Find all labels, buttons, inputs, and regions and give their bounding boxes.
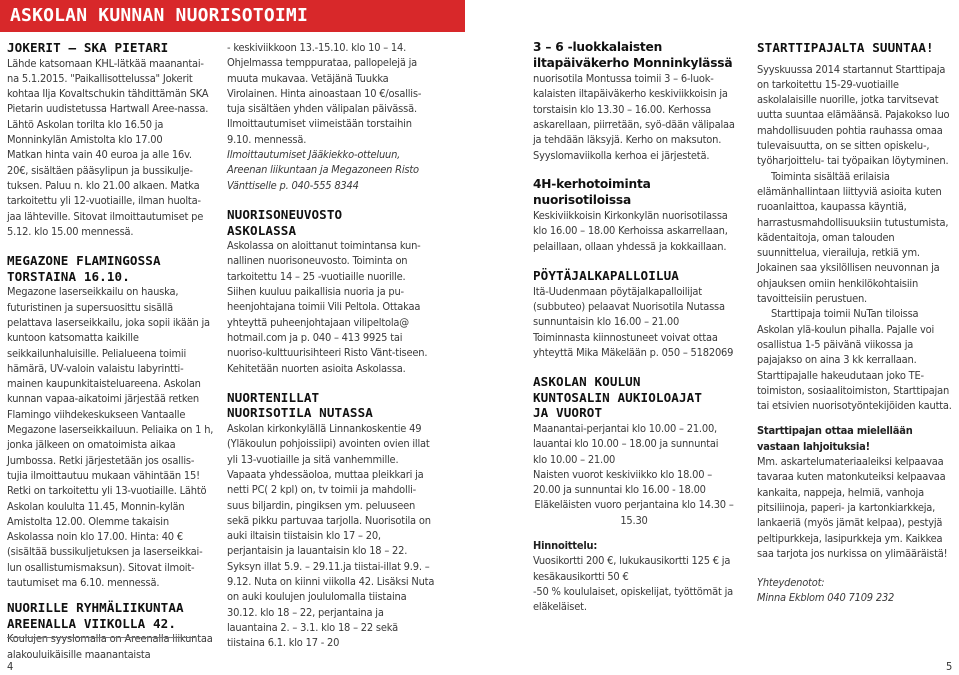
paragraph-ryhmaliikunta-cont: - keskiviikkoon 13.-15.10. klo 10 – 14. Ohjelmassa temppurataa, pallopelejä ja muuta mukavaa. Vetäjänä Tuukka Virolainen. Hinta ainoastaan 10 €/osallis-tuja sisältäen yhden välipalan päivässä. Ilmoittautumiset viimeistään torstaihin 9.10. mennessä. [227,41,422,146]
paragraph-lahjoitukset: Mm. askartelumateriaaleiksi kelpaavaa tavaraa kuten matonkuteiksi kelpaavaa kankaita, nappeja, helmiä, vanhoja pitsiliinoja, paperi- ja kartonkiarkkeja, lankaeriä (myös jämät kelpaa), pestyjä peltipurkkeja, lasipurkkeja ym. Kaikkea saa tarjota jos nurkissa on ylimääräistä! [757,455,948,560]
paragraph-nuortenillat: Askolan kirkonkylällä Linnankoskentie 49 (Yläkoulun pohjoissiipi) avointen ovien illat yli 13-vuotiaille ja sitä vanhemmille. Vapaata yhdessäoloa, muttaa pleikkari ja netti PC( 2 kpl) on, tv toimii ja mahdolli-suus biljardin, pingiksen ym. peluuseen sekä pikku partuvaa tarjolla. Nuorisotila on auki iltaisin tiistaisin klo 17 – 20, perjantaisin ja lauantaisin klo 18 – 22. Syksyn illat 5.9. – 29.11.ja tiistai-illat 9.9. – 9.12. Nuta on kiinni viikolla 42. Lisäksi Nuta on auki koulujen joululomalla tiistaina 30.12. klo 18 – 22, perjantaina ja lauantaina 2. – 3.1. klo 18 – 22 sekä tiistaina 6.1. klo 17 - 20 [227,422,435,650]
paragraph-starttipaja-toiminta: Toiminta sisältää erilaisia elämänhallintaan liittyviä asioita kuten ruoanlaittoa, kaupassa käyntiä, harrastusmahdollisuuksiin tutustumista, kädentaitoja, oman talouden suunnittelua, vierailuja, retkiä ym. Jokainen saa yksilöllisen neuvonnan ja ohjauksen omiin henkilökohtaisiin tavoitteisiin perustuen. [757,169,949,306]
heading-ryhmaliikunta-line1: NUORILLE RYHMÄLIIKUNTAA [7,600,184,616]
paragraph-aukiolo: Maanantai-perjantai klo 10.00 – 21.00, lauantai klo 10.00 – 18.00 ja sunnuntai klo 10.00 – 21.00 [533,421,719,466]
contact-minna-ekblom: Minna Ekblom 040 7109 232 [757,591,895,605]
heading-nuorisoneuvosto-line2: ASKOLASSA [227,222,297,238]
column-3 [533,40,735,614]
paragraph-jokerit-details: Matkan hinta vain 40 euroa ja alle 16v. 20€, sisältäen pääsylipun ja bussikulje-tuksen. Paluu n. klo 21.00 alkaen. Matka tarkoitettu yli 12-vuotiaille, ilman huolta-jaa lähteville. Sitovat ilmoittautumiset pe 5.12. klo 15.00 mennessä. [7,148,204,238]
heading-nuortenillat-line2: NUORISOTILA NUTASSA [227,405,373,421]
heading-kuntosali-line1: ASKOLAN KOULUN [533,374,641,390]
label-yhteydenotot: Yhteydenotot: [757,576,825,590]
paragraph-naisten-vuorot: Naisten vuorot keskiviikko klo 18.00 – 20.00 ja sunnuntai klo 16.00 - 18.00 [533,467,713,497]
paragraph-megazone: Megazone laserseikkailu on hauska, futuristinen ja supersuosittu sisällä pelattava laserseikkailu, joka sopii ikään ja kuntoon katsomatta kaikille seikkailunhaluisille. Pelialueena toimii hämärä, UV-valoin valaistu labyrintti-mainen kaupunkitaisteluareena. Askolan kunnan vapaa-aikatoimi järjestää retken Flamingo viihdekeskukseen Vantaalle Megazone laserseikkailuun. Peliaika on 1 h, jonka jälkeen on omatoimista aikaa Jumbossa. Retki järjestetään jos osallis-tujia ilmoittautuu mukaan vähintään 15! Retki on tarkoitettu yli 13-vuotiaille. Lähtö Askolan koululta 11.45, Monnin-kylän Amistolta 12.00. Olemme takaisin Askolassa noin klo 17.00. Hinta: 40 € (sisältää bussikuljetuksen ja laserseikkai-lun osallistumismaksun). Sitovat ilmoit-tautumiset ma 6.10. mennessä. [7,285,214,589]
paragraph-starttipaja-intro: Syyskuussa 2014 startannut Starttipaja on tarkoitettu 15-29-vuotiaille askolalaisille nuorille, jotka tarvitsevat uutta suuntaa elämäänsä. Pajakokso luo mahdollisuuden pohtia rauhassa omaa tulevaisuutta, on se sitten opiskelu-, työharjoittelu- tai työpaikan löytyminen. [757,62,950,168]
footer-divider [7,637,195,638]
paragraph-ilmoittautumiset: Ilmoittautumiset Jääkiekko-otteluun, Areenan liikuntaan ja Megazoneen Risto Vänttiselle p. 040-555 8344 [227,148,419,192]
paragraph-nuorisoneuvosto: Askolassa on aloittanut toimintansa kun-nallinen nuorisoneuvosto. Toiminta on tarkoitettu 14 – 25 -vuotiaille nuorille. Siihen kuuluu paikallisia nuoria ja pu-heenjohtajana toimii Vili Peltola. Ottakaa yhteyttä puheenjohtajaan vilipeltola@ hotmail.com ja p. 040 – 413 9925 tai nuoriso-kulttuurisihteeri Risto Vänt-tiseen. Kehitetään nuorten asioita Askolassa. [227,239,428,375]
heading-4h-kerho: 4H-kerhotoiminta nuorisotiloissa [533,176,651,207]
paragraph-elakelaisten-vuoro: Eläkeläisten vuoro perjantaina klo 14.30 – 15.30 [534,498,734,527]
heading-poytajalkapallo: PÖYTÄJALKAPALLOILUA [533,268,679,284]
heading-iltapaivakerho-line1: 3 – 6 -luokkalaisten [533,40,663,54]
heading-lahjoitukset: Starttipajan ottaa mielellään vastaan lahjoituksia! [757,424,913,453]
paragraph-starttipaja-sijainti: Starttipaja toimii NuTan tiloissa Askolan ylä-koulun pihalla. Pajalle voi osallistua 1-5 päivänä viikossa ja pajajakso on aina 3 kk kerrallaan. Starttipajalle hakeudutaan joko TE-toimiston, sosiaalitoimiston, Starttipajan tai etsivien nuorisotyöntekijöiden kautta. [757,307,952,413]
paragraph-hinnoittelu: Vuosikortti 200 €, lukukausikortti 125 € ja kesäkausikortti 50 € [533,554,731,583]
page-number-left: 4 [7,660,14,673]
heading-nuorisoneuvosto-line1: NUORISONEUVOSTO [227,206,343,222]
heading-megazone-line1: MEGAZONE FLAMINGOSSA [7,253,161,269]
column-1 [7,40,214,662]
paragraph-jokerit-intro: Lähde katsomaan KHL-lätkää maanantai-na 5.1.2015. "Paikallisottelussa" Jokerit kohtaa Ilja Kovaltschukin tähdittämän SKA Pietarin uudistetussa Hartwall Aree-nassa. Lähtö Askolan torilta klo 16.50 ja Monninkylän Amistolta klo 17.00 [7,56,209,147]
heading-jokerit: JOKERIT – SKA PIETARI [7,40,169,55]
paragraph-iltapaivakerho: nuorisotila Montussa toimii 3 – 6-luok-kalaisten iltapäiväkerho keskiviikkoisin ja torstaisin klo 13.30 – 16.00. Kerhossa askarellaan, piirretään, syö-dään välipalaa ja tehdään läksyjä. Kerho on maksuton. Syyslomaviikolla kerhoa ei järjestetä. [533,72,735,162]
paragraph-4h-kerho: Keskiviikkoisin Kirkonkylän nuorisotilassa klo 16.00 – 18.00 Kerhoissa askarrellaan, pelaillaan, ollaan yhdessä ja kokkaillaan. [533,209,728,253]
heading-nuortenillat-line1: NUORTENILLAT [227,389,320,405]
heading-kuntosali-line2: KUNTOSALIN AUKIOLOAJAT [533,389,703,405]
paragraph-ryhmaliikunta: Koulujen syyslomalla on Areenalla liikuntaa alakouluikäisille maanantaista [7,632,213,661]
heading-ryhmaliikunta-line2: AREENALLA VIIKOLLA 42. [7,615,177,631]
column-4 [757,40,953,606]
heading-kuntosali-line3: JA VUOROT [533,405,603,421]
paragraph-alennukset: -50 % koululaiset, opiskelijat, työttömät ja eläkeläiset. [533,584,733,614]
heading-starttipaja: STARTTIPAJALTA SUUNTAA! [757,40,934,55]
page-number-right: 5 [946,660,953,673]
heading-megazone-line2: TORSTAINA 16.10. [7,268,130,284]
column-2 [227,40,435,650]
paragraph-poytajalkapallo: Itä-Uudenmaan pöytäjalkapalloilijat (subbuteo) pelaavat Nuorisotila Nutassa sunnuntaisin klo 16.00 – 21.00 Toiminnasta kiinnostuneet voivat ottaa yhteyttä Mika Mäkelään p. 050 – 5182069 [533,284,734,359]
section-banner: ASKOLAN KUNNAN NUORISOTOIMI [0,0,465,32]
heading-iltapaivakerho-line2: iltapäiväkerho Monninkylässä [533,55,733,70]
heading-hinnoittelu: Hinnoittelu: [533,538,598,552]
